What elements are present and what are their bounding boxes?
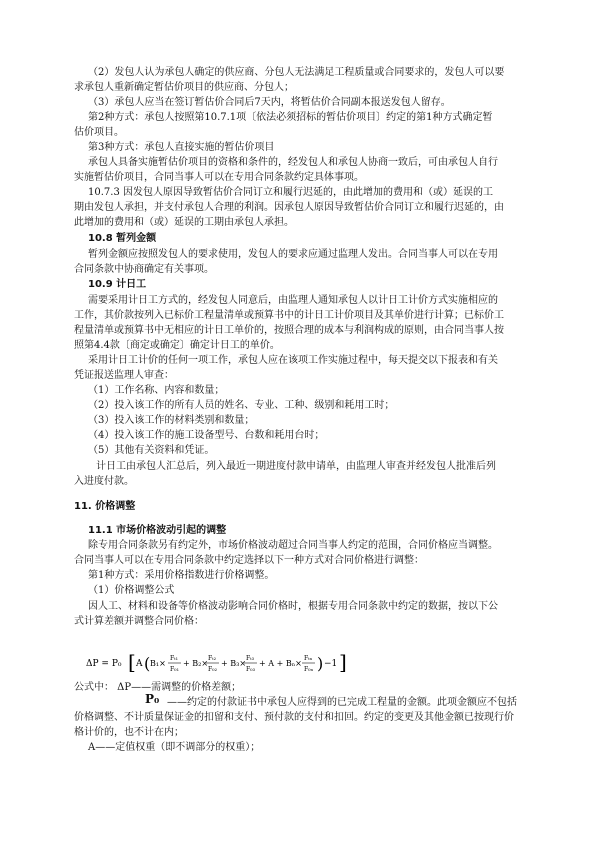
formula-f02: F₀₂ [208,666,217,673]
text-line: A——定值权重（即不调部分的权重）； [88,742,261,753]
section-heading: 11.1 市场价格波动引起的调整 [88,525,227,536]
text-line: 合同当事人可以在专用合同条款中约定选择以下一种方式对合同价格进行调整： [74,555,424,566]
text-line: 第2种方式：承包人按照第10.7.1项〔依法必须招标的暂估价项目〕约定的第1种方式确定暂 [88,112,493,123]
list-item: （1）工作名称、内容和数量； [88,385,225,396]
list-item: （4）投入该工作的施工设备型号、台数和耗用台时； [88,430,325,441]
text-line: 采用计日工计价的任何一项工作，承包人应在该项工作实施过程中，每天提交以下报表和有关 [88,355,498,366]
list-item: （3）投入该工作的材料类别和数量； [88,415,255,426]
formula-f03: F₀₃ [246,666,255,673]
formula-b1: B₁× [150,659,166,668]
list-item: （5）其他有关资料和凭证。 [88,445,215,456]
section-heading: 10.9 计日工 [88,279,147,290]
text-line: 除专用合同条款另有约定外，市场价格波动超过合同当事人约定的范围，合同价格应当调整。 [88,540,498,551]
text-line: 第1种方式：采用价格指数进行价格调整。 [88,570,275,581]
text-line: 10.7.3 因发包人原因导致暂估价合同订立和履行迟延的，由此增加的费用和（或）延误的工 [88,187,493,198]
text-line: （2）发包人认为承包人确定的供应商、分包人无法满足工程质量或合同要求的，发包人可以要 [88,67,505,78]
formula-term-a: A [136,659,143,669]
text-line: ——约定的付款证书中承包人应得到的已完成工程量的金额。此项金额应不包括 [167,697,517,708]
text-line: 格计价的，也不计在内； [74,727,184,738]
text-line: 期由发包人承担，并支付承包人合理的利润。因承包人原因导致暂估价合同订立和履行迟延的，由 [74,202,504,213]
formula-ft2: Fₜ₂ [208,655,217,662]
formula-b2: + B₂× [183,659,209,668]
text-line: 照第4.4款〔商定或确定〕确定计日工的单价。 [74,340,280,351]
text-line: 此增加的费用和（或）延误的工期由承包人承担。 [74,217,294,228]
p0-symbol: P₀ [145,692,160,706]
formula-ftn: Fₜₙ [304,655,313,662]
formula-ft1: Fₜ₁ [170,655,179,662]
text-line: 合同条款中协商确定有关事项。 [74,264,214,275]
text-line: 求承包人重新确定暂估价项目的供应商、分包人； [74,82,294,93]
text-line: 暂列金额应按照发包人的要求使用，发包人的要求应通过监理人发出。合同当事人可以在专用 [88,249,498,260]
price-adjustment-formula [86,651,386,675]
formula-bn: + A + Bₙ× [259,659,302,668]
formula-lhs: ΔP = P₀ [86,659,122,669]
text-line: 第3种方式：承包人直接实施的暂估价项目 [88,142,275,153]
formula-bracket-left: [ [128,651,136,674]
formula-bracket-right: ] [339,651,347,674]
text-line: 需要采用计日工方式的，经发包人同意后，由监理人通知承包人以计日工计价方式实施相应的 [88,295,498,306]
formula-f01: F₀₁ [170,666,179,673]
text-line: 公式中： ΔP——需调整的价格差额； [74,682,242,693]
formula-paren-right: ) [317,654,324,673]
text-line: 实施暂估价项目，合同当事人可以在专用合同条款约定具体事项。 [74,172,364,183]
section-heading: 10.8 暂列金额 [88,233,157,244]
text-line: （3）承包人应当在签订暂估价合同后7天内，将暂估价合同副本报送发包人留存。 [88,97,451,108]
formula-b3: + B₃× [221,659,247,668]
text-line: 承包人具备实施暂估价项目的资格和条件的，经发包人和承包人协商一致后，可由承包人自行 [88,157,498,168]
text-line: 程量清单或预算书中无相应的计日工单价的，按照合理的成本与利润构成的原则，由合同当事人按 [74,325,504,336]
formula-ft3: Fₜ₃ [246,655,255,662]
formula-f0n: F₀ₙ [304,666,314,673]
text-line: 工作，其价款按列入已标价工程量清单或预算书中的计日工计价项目及其单价进行计算；已标价工 [74,310,504,321]
text-line: 凭证报送监理人审查： [74,370,174,381]
text-line: 入进度付款。 [74,476,134,487]
list-item: （2）投入该工作的所有人员的姓名、专业、工种、级别和耗用工时； [88,400,395,411]
text-line: 价格调整、不计质量保证金的扣留和支付、预付款的支付和扣回。约定的变更及其他金额已按现行价 [74,712,514,723]
chapter-heading: 11. 价格调整 [74,501,136,512]
formula-paren-left: ( [144,654,151,673]
text-line: 式计算差额并调整合同价格： [74,616,204,627]
text-line: （1）价格调整公式 [88,585,175,596]
text-line: 因人工、材料和设备等价格波动影响合同价格时，根据专用合同条款中约定的数据，按以下公 [88,601,498,612]
formula-minus-one: −1 [324,659,338,669]
text-line: 计日工由承包人汇总后，列入最近一期进度付款申请单，由监理人审查并经发包人批准后列 [96,461,496,472]
text-line: 估价项目。 [74,127,124,138]
